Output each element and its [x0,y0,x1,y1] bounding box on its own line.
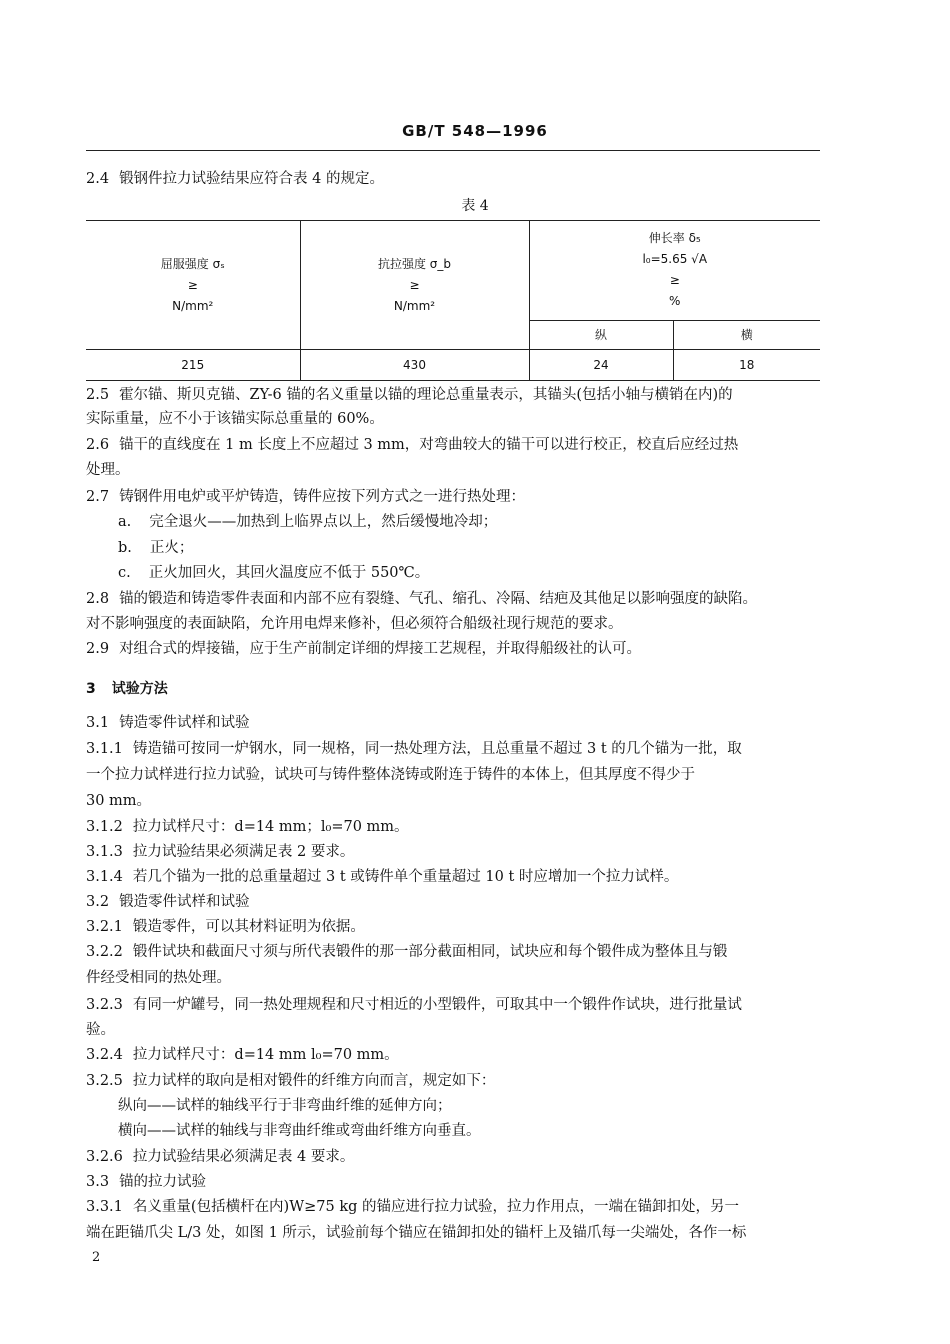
section-3-1-1-cont1: 一个拉力试样进行拉力试验，试块可与铸件整体浇铸或附连于铸件的本体上，但其厚度不得少于 [86,767,695,783]
section-3-1-2: 3.1.2 拉力试样尺寸：d=14 mm；l₀=70 mm。 [86,819,409,835]
section-3-1: 3.1 铸造零件试样和试验 [86,715,250,731]
section-3-heading: 3 试验方法 [86,681,168,697]
section-3-2-4: 3.2.4 拉力试样尺寸：d=14 mm l₀=70 mm。 [86,1047,399,1063]
orientation-longitudinal: 纵向——试样的轴线平行于非弯曲纤维的延伸方向； [118,1098,452,1114]
transverse-value: 18 [673,350,820,381]
section-3-3-1: 3.3.1 名义重量(包括横杆在内)W≥75 kg 的锚应进行拉力试验，拉力作用点，一端在锚卸扣处，另一 [86,1199,740,1215]
document-header: GB/T 548—1996 [402,122,548,140]
table-4 [86,220,820,381]
section-2-5: 2.5 霍尔锚、斯贝克锚、ZY-6 锚的名义重量以锚的理论总重量表示，其锚头(包括小轴与横销在内)的 [86,387,733,403]
section-2-8-cont: 对不影响强度的表面缺陷，允许用电焊来修补，但必须符合船级社现行规范的要求。 [86,616,623,632]
section-2-8: 2.8 锚的锻造和铸造零件表面和内部不应有裂缝、气孔、缩孔、冷隔、结疤及其他足以影响强度的缺陷。 [86,591,758,607]
section-3-2-5: 3.2.5 拉力试样的取向是相对锻件的纤维方向而言，规定如下： [86,1073,496,1089]
section-3-1-3: 3.1.3 拉力试验结果必须满足表 2 要求。 [86,844,355,860]
section-3-2-3-cont: 验。 [86,1022,115,1038]
list-item-a: a. 完全退火——加热到上临界点以上，然后缓慢地冷却； [118,514,498,530]
clause-number: 2.4 [86,171,110,187]
header-rule [86,150,820,151]
yield-strength-header: 屈服强度 σₛ ≥ N/mm² [86,221,300,350]
list-item-b: b. 正火； [118,540,194,556]
section-3-2-2: 3.2.2 锻件试块和截面尺寸须与所代表锻件的那一部分截面相同，试块应和每个锻件成为整体且与锻 [86,944,728,960]
section-2-6: 2.6 锚干的直线度在 1 m 长度上不应超过 3 mm，对弯曲较大的锚干可以进行校正，校直后应经过热 [86,437,739,453]
longitudinal-header: 纵 [529,320,673,349]
section-3-2-6: 3.2.6 拉力试验结果必须满足表 4 要求。 [86,1149,355,1165]
section-3-2: 3.2 锻造零件试样和试验 [86,894,250,910]
transverse-header: 横 [673,320,820,349]
section-2-6-cont: 处理。 [86,462,130,478]
section-3-2-1: 3.2.1 锻造零件，可以其材料证明为依据。 [86,919,365,935]
tensile-strength-header: 抗拉强度 σ_b ≥ N/mm² [300,221,529,350]
section-3-1-1-cont2: 30 mm。 [86,793,152,809]
section-3-1-1: 3.1.1 铸造锚可按同一炉钢水，同一规格，同一热处理方法，且总重量不超过 3 t 的几个锚为一批，取 [86,741,742,757]
longitudinal-value: 24 [529,350,673,381]
section-2-4 [86,170,826,188]
section-2-5-cont: 实际重量，应不小于该锚实际总重量的 60%。 [86,411,384,427]
tensile-value: 430 [300,350,529,381]
elongation-header: 伸长率 δ₅ l₀=5.65 √A ≥ % [529,221,820,321]
clause-text: 锻钢件拉力试验结果应符合表 4 的规定。 [119,171,385,187]
section-3-2-2-cont: 件经受相同的热处理。 [86,970,231,986]
yield-value: 215 [86,350,300,381]
section-3-3: 3.3 锚的拉力试验 [86,1174,207,1190]
list-item-c: c. 正火加回火，其回火温度应不低于 550℃。 [118,565,430,581]
section-2-9: 2.9 对组合式的焊接锚，应于生产前制定详细的焊接工艺规程，并取得船级社的认可。 [86,641,642,657]
section-3-1-4: 3.1.4 若几个锚为一批的总重量超过 3 t 或铸件单个重量超过 10 t 时应增加一个拉力试样。 [86,869,679,885]
table-caption: 表 4 [461,198,489,214]
orientation-transverse: 横向——试样的轴线与非弯曲纤维或弯曲纤维方向垂直。 [118,1123,481,1139]
section-3-2-3: 3.2.3 有同一炉罐号，同一热处理规程和尺寸相近的小型锻件，可取其中一个锻件作试块，进行批量试 [86,997,742,1013]
section-3-3-1-cont: 端在距锚爪尖 L/3 处，如图 1 所示，试验前每个锚应在锚卸扣处的锚杆上及锚爪每一尖端处，各作一标 [86,1225,747,1241]
page-number: 2 [92,1250,101,1265]
section-2-7: 2.7 铸钢件用电炉或平炉铸造，铸件应按下列方式之一进行热处理： [86,489,526,505]
